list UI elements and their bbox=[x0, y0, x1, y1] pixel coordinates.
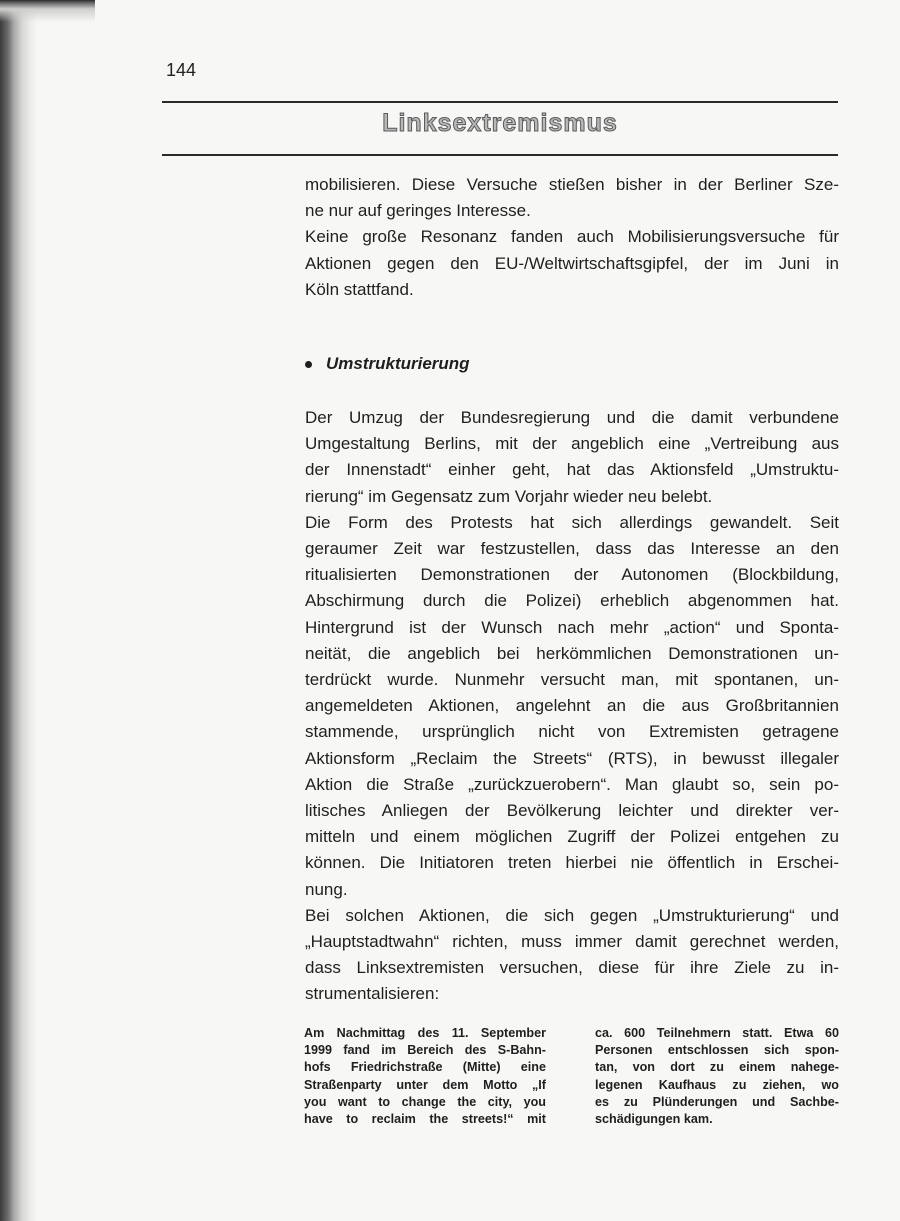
box-line: tan, von dort zu einem nahege- bbox=[595, 1060, 839, 1075]
text-line: Köln stattfand. bbox=[305, 279, 414, 299]
box-line: 1999 fand im Bereich des S-Bahn- bbox=[304, 1043, 546, 1058]
header-rule-top bbox=[162, 101, 838, 103]
box-line: Personen entschlossen sich spon- bbox=[595, 1043, 839, 1058]
text-line: mobilisieren. Diese Versuche stießen bisher in der Berliner Sze- bbox=[305, 175, 839, 194]
box-line: Straßenparty unter dem Motto „If bbox=[304, 1077, 546, 1092]
box-line: schädigungen kam. bbox=[595, 1112, 713, 1127]
text-line: können. Die Initiatoren treten hierbei nie öffentlich in Erschei- bbox=[305, 853, 839, 873]
example-box-right bbox=[595, 1025, 839, 1128]
box-line: hofs Friedrichstraße (Mitte) eine bbox=[304, 1060, 546, 1075]
text-line: Die Form des Protests hat sich allerdings gewandelt. Seit bbox=[305, 512, 839, 532]
text-line: ne nur auf geringes Interesse. bbox=[305, 201, 531, 221]
intro-paragraph bbox=[305, 172, 839, 303]
box-line: legenen Kaufhaus zu ziehen, wo bbox=[595, 1077, 839, 1092]
text-line: Umgestaltung Berlins, mit der angeblich eine „Vertreibung aus bbox=[305, 434, 839, 454]
text-line: Der Umzug der Bundesregierung und die damit verbundene bbox=[305, 408, 839, 427]
box-line: Am Nachmittag des 11. September bbox=[304, 1026, 546, 1040]
text-line: „Hauptstadtwahn“ richten, muss immer damit gerechnet werden, bbox=[305, 932, 839, 952]
box-line: you want to change the city, you bbox=[304, 1094, 546, 1109]
text-line: dass Linksextremisten versuchen, diese für ihre Ziele zu in- bbox=[305, 958, 839, 978]
text-line: Bei solchen Aktionen, die sich gegen „Umstrukturierung“ und bbox=[305, 905, 839, 925]
running-head: Linksextremismus bbox=[382, 109, 618, 137]
text-line: Aktionsform „Reclaim the Streets“ (RTS), in bewusst illegaler bbox=[305, 748, 839, 768]
text-line: rierung“ im Gegensatz zum Vorjahr wieder neu belebt. bbox=[305, 486, 713, 506]
text-line: Aktion die Straße „zurückzuerobern“. Man glaubt so, sein po- bbox=[305, 774, 839, 794]
text-line: stammende, ursprünglich nicht von Extremisten getragene bbox=[305, 722, 839, 742]
header-rule-bottom bbox=[162, 154, 838, 156]
box-line: have to reclaim the streets!“ mit bbox=[304, 1112, 546, 1127]
text-line: neität, die angeblich bei herkömmlichen Demonstrationen un- bbox=[305, 643, 839, 663]
text-line: ritualisierten Demonstrationen der Autonomen (Blockbildung, bbox=[305, 565, 839, 585]
section-body bbox=[305, 405, 839, 1008]
text-line: geraumer Zeit war festzustellen, dass das Interesse an den bbox=[305, 539, 839, 559]
section-heading bbox=[305, 354, 470, 374]
text-line: litisches Anliegen der Bevölkerung leichter und direkter ver- bbox=[305, 801, 839, 821]
scan-corner-shadow bbox=[0, 0, 95, 30]
text-line: terdrückt wurde. Nunmehr versucht man, mit spontanen, un- bbox=[305, 670, 839, 690]
text-line: Abschirmung durch die Polizei) erheblich abgenommen hat. bbox=[305, 591, 839, 611]
box-line: ca. 600 Teilnehmern statt. Etwa 60 bbox=[595, 1026, 839, 1040]
section-heading-text: Umstrukturierung bbox=[326, 354, 470, 373]
example-box-left bbox=[304, 1025, 546, 1128]
text-line: mitteln und einem möglichen Zugriff der Polizei entgehen zu bbox=[305, 827, 839, 847]
text-line: der Innenstadt“ einher geht, hat das Aktionsfeld „Umstruktu- bbox=[305, 460, 839, 480]
text-line: angemeldeten Aktionen, angelehnt an die aus Großbritannien bbox=[305, 696, 839, 716]
text-line: Hintergrund ist der Wunsch nach mehr „action“ und Sponta- bbox=[305, 617, 839, 637]
text-line: nung. bbox=[305, 879, 348, 899]
bullet-icon bbox=[305, 361, 312, 368]
page-number: 144 bbox=[166, 60, 197, 80]
text-line: Aktionen gegen den EU-/Weltwirtschaftsgipfel, der im Juni in bbox=[305, 253, 839, 273]
text-line: Keine große Resonanz fanden auch Mobilisierungsversuche für bbox=[305, 227, 839, 247]
text-line: strumentalisieren: bbox=[305, 984, 440, 1004]
box-line: es zu Plünderungen und Sachbe- bbox=[595, 1094, 839, 1109]
book-spine-shadow bbox=[0, 0, 38, 1221]
